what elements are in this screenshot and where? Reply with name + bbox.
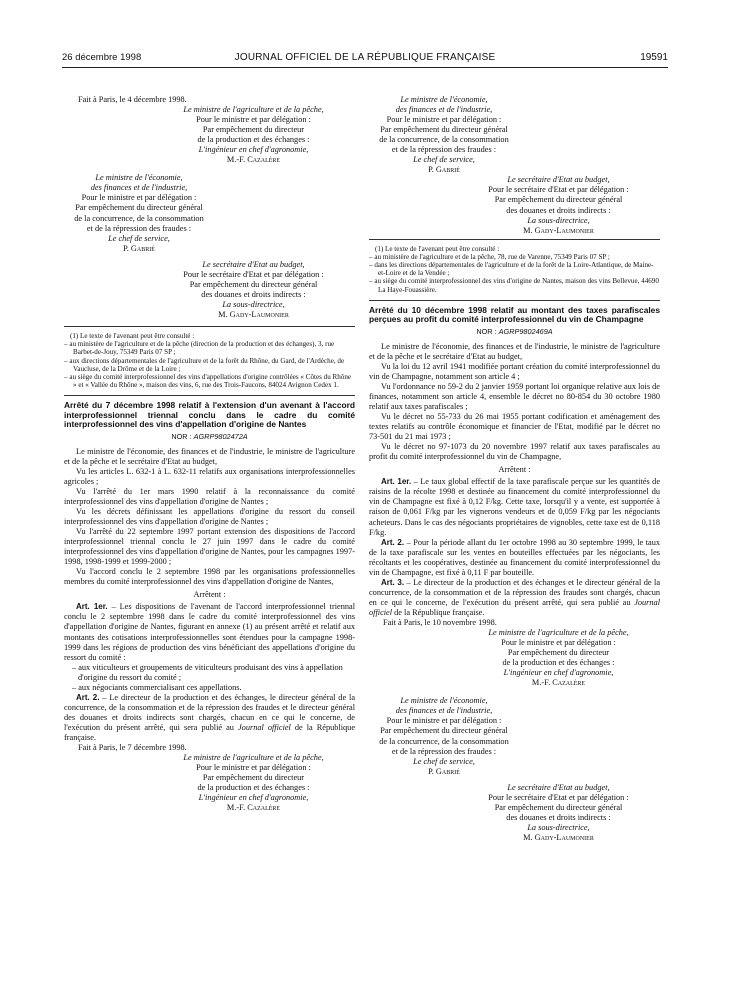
delegation-line: Pour le ministre et par délégation : — [196, 115, 311, 125]
signature-block — [64, 173, 214, 253]
delegation-line: Pour le ministre et par délégation : — [501, 638, 616, 648]
fait-a-paris: Fait à Paris, le 4 décembre 1998. — [78, 95, 187, 104]
delegation-line: Pour le ministre et par délégation : — [386, 115, 502, 125]
signature-block — [457, 783, 660, 843]
footnote-line: – au ministère de l'agriculture et de la pêche, 78, rue de Varenne, 75349 Paris 07 SP ; — [369, 252, 610, 261]
nor-code: AGRP9802469A — [498, 326, 553, 336]
delegation-line: de la concurrence, de la consommation — [379, 736, 509, 746]
delegation-line: Par empêchement du directeur général — [380, 726, 508, 736]
signatory-role: La sous-directrice, — [527, 822, 590, 832]
visa-paragraph: Vu le décret no 55-733 du 26 mai 1955 portant codification et aménagement des textes relatifs au contrôle économique et financier de l'Etat, modifié par le décret no 73-501 du 21 mai 1973 ; — [369, 412, 660, 442]
signatory-role: Le chef de service, — [413, 756, 475, 766]
delegation-line: des douanes et droits indirects : — [201, 289, 306, 299]
signatory-title: Le ministre de l'agriculture et de la pêche, — [488, 628, 629, 638]
nor-label: NOR : — [171, 431, 192, 441]
visa-paragraph: Vu l'arrêté du 22 septembre 1997 portant extension des dispositions de l'accord interprofessionnel triennal conclu le 27 juin 1997 dans le cadre du comité interprofessionnel des vins d'appellation d'origine de Nantes, pour les campagnes 1997-1998, 1998-1999 et 1999-2000 ; — [64, 527, 355, 567]
article-text: – Le taux global effectif de la taxe parafiscale perçue sur les quantités de raisins de la récolte 1998 et destinée au financement du comité interprofessionnel du vin de Champagne est fixé à 0,12 F/kg. Cette taxe, lorsqu'il y a vente, est supportée à raison de 0,061 F/kg par les vignerons vendeurs et de 0,059 F/kg par les négociants acheteurs. Dans le cas des négociants propriétaires de vignobles, cette taxe est de 0,118 F/kg. — [369, 477, 660, 537]
signature-block — [152, 105, 355, 165]
section-divider — [64, 326, 355, 327]
visa-paragraph: Vu l'arrêté du 1er mars 1990 relatif à la reconnaissance du comité interprofessionnel des vins d'appellation d'origine de Nantes ; — [64, 486, 355, 506]
delegation-line: des douanes et droits indirects : — [506, 812, 611, 822]
visa-paragraph: Vu l'ordonnance no 59-2 du 2 janvier 1959 portant loi organique relative aux lois de finances, notamment son article 4, ensemble le décret no 80-854 du 30 octobre 1980 relatif aux taxes parafiscales ; — [369, 381, 660, 412]
signature-block — [152, 753, 355, 813]
signatory-title: Le secrétaire d'Etat au budget, — [507, 175, 610, 185]
page-number: 19591 — [640, 52, 668, 63]
arretent-heading: Arrêtent : — [193, 590, 226, 600]
signatory-title: Le secrétaire d'Etat au budget, — [507, 782, 610, 792]
header-rule — [62, 67, 668, 68]
signatory-name: M. Gady-Laumonier — [523, 832, 594, 842]
signatory-role: L'ingénieur en chef d'agronomie, — [198, 793, 309, 803]
article-text: – Pour la période allant du 1er octobre 1998 au 30 septembre 1999, le taux de la taxe parafiscale sur les ventes en bouteilles effectuées par les négociants, les récoltants et les coopératives, destinée au financement du comité interprofessionnel du vin de Champagne, est fixé à 0,11 F par bouteille. — [369, 537, 661, 577]
footnote-line: (1) Le texte de l'avenant peut être consulté : — [375, 244, 500, 253]
signatory-title: Le ministre de l'agriculture et de la pêche, — [183, 105, 324, 115]
nor-label: NOR : — [476, 326, 497, 336]
footnote-line: – aux directions départementales de l'agriculture et de la forêt du Rhône, du Gard, de l'Ardèche, de Vaucluse, de la Drôme et de la Loire ; — [64, 356, 345, 373]
footnote — [64, 332, 355, 389]
delegation-line: Pour le secrétaire d'Etat et par délégation : — [183, 269, 324, 279]
list-item: – aux viticulteurs et groupements de viticulteurs produisant des vins à appellation d'origine du ressort du comité ; — [72, 662, 343, 682]
signatory-role: Le chef de service, — [413, 155, 475, 165]
section-divider — [64, 395, 355, 396]
signature-block — [457, 628, 660, 688]
nor-reference — [64, 432, 355, 442]
journal-reference: Journal officiel — [237, 722, 291, 732]
delegation-line: Par empêchement du directeur — [507, 648, 610, 658]
signatory-name: M.-F. Cazalère — [226, 803, 281, 813]
fait-a-paris: Fait à Paris, le 10 novembre 1998. — [383, 618, 497, 627]
signatory-name: P. Gabrié — [123, 243, 155, 253]
delegation-line: de la production et des échanges : — [197, 135, 310, 145]
delegation-line: Pour le secrétaire d'Etat et par délégation : — [488, 185, 629, 195]
signatory-title: Le ministre de l'économie, — [400, 95, 488, 104]
journal-reference: Journal officiel — [369, 597, 660, 617]
section-divider — [369, 239, 660, 240]
arretent-heading: Arrêtent : — [498, 465, 531, 475]
signature-block — [369, 696, 519, 776]
delegation-line: et de la répression des fraudes : — [391, 746, 497, 756]
decree-title: Arrêté du 7 décembre 1998 relatif à l'extension d'un avenant à l'accord interprofessionnel triennal conclu dans le cadre du comité interprofessionnel des vins d'appellation d'origine de Nantes — [64, 400, 355, 430]
preamble-paragraph: Le ministre de l'économie, des finances et de l'industrie, le ministre de l'agriculture et de la pêche et le secrétaire d'Etat au budget, — [64, 446, 355, 466]
delegation-line: Par empêchement du directeur — [202, 773, 305, 783]
signature-block — [152, 260, 355, 320]
delegation-line: et de la répression des fraudes : — [391, 145, 497, 155]
visa-paragraph: Vu les décrets définissant les appellations d'origine du ressort du conseil interprofessionnel des vins d'appellation d'origine de Nantes ; — [64, 506, 355, 526]
visa-paragraph: Vu l'accord conclu le 2 septembre 1998 par les organisations professionnelles membres du comité interprofessionnel des vins d'appellation d'origine de Nantes, — [64, 567, 355, 587]
article-label: Art. 3. — [381, 577, 405, 587]
article-label: Art. 2. — [76, 692, 100, 702]
footnote-line: (1) Le texte de l'avenant peut être consulté : — [70, 331, 195, 340]
article-label: Art. 1er. — [76, 602, 108, 612]
nor-reference — [369, 327, 660, 337]
article-text: – Le directeur de la production et des échanges, le directeur général de la concurrence, de la consommation et de la répression des fraudes et le directeur général des douanes et droits indirects sont chargés, chacun en ce qui le concerne, de l'exécution du présent arrêté, qui sera publié au — [64, 692, 355, 732]
signatory-name: M.-F. Cazalère — [226, 155, 281, 165]
signatory-title: des finances et de l'industrie, — [90, 183, 188, 193]
fait-a-paris: Fait à Paris, le 7 décembre 1998. — [78, 743, 187, 753]
signatory-name: P. Gabrié — [428, 165, 460, 175]
signatory-name: M. Gady-Laumonier — [218, 309, 289, 319]
article-text: – Les dispositions de l'avenant de l'accord interprofessionnel triennal conclu le 2 septembre 1998 dans le cadre du comité interprofessionnel des vins d'appellation d'origine de Nantes, figurant en annexe (1) au présent arrêté et relatif aux montants des cotisations interprofessionnelles sont étendues pour la campagne 1998-1999 dans les régions de production des vins bénéficiant des appellations d'origine du ressort du comité : — [64, 602, 356, 662]
footnote-line: – au ministère de l'agriculture et de la pêche (direction de la production et des échanges), 3, rue Barbet-de-Jouy, 75349 Paris 07 SP ; — [64, 340, 335, 357]
signatory-role: La sous-directrice, — [527, 215, 590, 225]
list-item: – aux négociants commercialisant ces appellations. — [72, 682, 242, 692]
delegation-line: Par empêchement du directeur général — [75, 203, 203, 213]
article-2 — [369, 538, 660, 578]
signature-block — [369, 95, 519, 175]
delegation-line: de la concurrence, de la consommation — [379, 135, 509, 145]
delegation-line: Par empêchement du directeur général — [380, 125, 508, 135]
right-column — [369, 95, 660, 843]
delegation-line: et de la répression des fraudes : — [86, 223, 192, 233]
delegation-line: de la production et des échanges : — [502, 658, 615, 668]
footnote — [369, 245, 660, 294]
delegation-line: des douanes et droits indirects : — [506, 205, 611, 215]
signatory-title: Le ministre de l'économie, — [400, 696, 488, 706]
visa-paragraph: Vu les articles L. 632-1 à L. 632-11 relatifs aux organisations interprofessionnelles agricoles ; — [64, 466, 355, 486]
delegation-line: Pour le secrétaire d'Etat et par délégation : — [488, 792, 629, 802]
preamble-paragraph: Le ministre de l'économie, des finances et de l'industrie, le ministre de l'agriculture et de la pêche et le secrétaire d'Etat au budget, — [369, 341, 660, 361]
journal-title: JOURNAL OFFICIEL DE LA RÉPUBLIQUE FRANÇAISE — [234, 52, 496, 63]
decree-title: Arrêté du 10 décembre 1998 relatif au montant des taxes parafiscales perçues au profit du comité interprofessionnel du vin de Champagne — [369, 304, 660, 325]
delegation-line: Par empêchement du directeur général — [494, 195, 623, 205]
signatory-role: La sous-directrice, — [222, 299, 285, 309]
signatory-name: P. Gabrié — [428, 766, 460, 776]
issue-date: 26 décembre 1998 — [62, 52, 142, 63]
footnote-line: – dans les directions départementales de l'agriculture et de la forêt de la Loire-Atlantique, de Maine-et-Loire et de la Vendée ; — [369, 261, 654, 278]
signatory-role: L'ingénieur en chef d'agronomie, — [198, 145, 309, 155]
signatory-title: Le ministre de l'agriculture et de la pêche, — [183, 753, 324, 763]
article-label: Art. 2. — [381, 537, 405, 547]
delegation-line: Par empêchement du directeur général — [494, 802, 623, 812]
delegation-line: Par empêchement du directeur — [202, 125, 305, 135]
article-2 — [64, 693, 355, 743]
delegation-line: Pour le ministre et par délégation : — [81, 193, 197, 203]
signatory-name: M.-F. Cazalère — [531, 678, 586, 688]
footnote-line: – au siège du comité interprofessionnel des vins d'appellations d'origine contrôlées « Côtes du Rhône » et « Vallée du Rhône », maison des vins, 6, rue des Trois-Faucons, 84024 Avignon Cedex 1. — [64, 373, 352, 390]
signatory-title: des finances et de l'industrie, — [395, 105, 493, 115]
article-text: de la République française. — [64, 722, 356, 742]
delegation-line: Par empêchement du directeur général — [189, 279, 318, 289]
nor-code: AGRP9802472A — [193, 431, 248, 441]
article-3 — [369, 578, 660, 618]
signatory-title: des finances et de l'industrie, — [395, 706, 493, 716]
delegation-line: de la production et des échanges : — [197, 783, 310, 793]
delegation-line: Pour le ministre et par délégation : — [196, 763, 311, 773]
section-divider — [369, 300, 660, 301]
visa-paragraph: Vu la loi du 12 avril 1941 modifiée portant création du comité interprofessionnel du vin de Champagne, notamment son article 4 ; — [369, 361, 660, 381]
article-1 — [369, 477, 660, 537]
footnote-line: – au siège du comité interprofessionnel des vins d'origine de Nantes, maison des vins Bellevue, 44690 La Haye-Fouassière. — [369, 277, 659, 294]
signatory-name: M. Gady-Laumonier — [523, 225, 594, 235]
delegation-line: Pour le ministre et par délégation : — [386, 716, 502, 726]
signatory-role: L'ingénieur en chef d'agronomie, — [503, 668, 614, 678]
signature-block — [457, 175, 660, 235]
article-1 — [64, 602, 355, 662]
signatory-title: Le secrétaire d'Etat au budget, — [202, 259, 305, 269]
article-text: – Le directeur de la production et des échanges et le directeur général de la concurrence, de la consommation et de la répression des fraudes sont chargés, chacun en ce qui le concerne, de l'exécution du présent arrêté, qui sera publié au — [369, 577, 661, 607]
visa-paragraph: Vu le décret no 97-1073 du 20 novembre 1997 relatif aux taxes parafiscales au profit du comité interprofessionnel du vin de Champagne, — [369, 442, 660, 462]
page-header — [62, 52, 668, 66]
signatory-role: Le chef de service, — [108, 233, 170, 243]
delegation-line: de la concurrence, de la consommation — [74, 213, 204, 223]
signatory-title: Le ministre de l'économie, — [95, 173, 183, 183]
article-text: de la République française. — [394, 607, 485, 617]
left-column — [64, 95, 355, 813]
article-label: Art. 1er. — [381, 477, 412, 487]
